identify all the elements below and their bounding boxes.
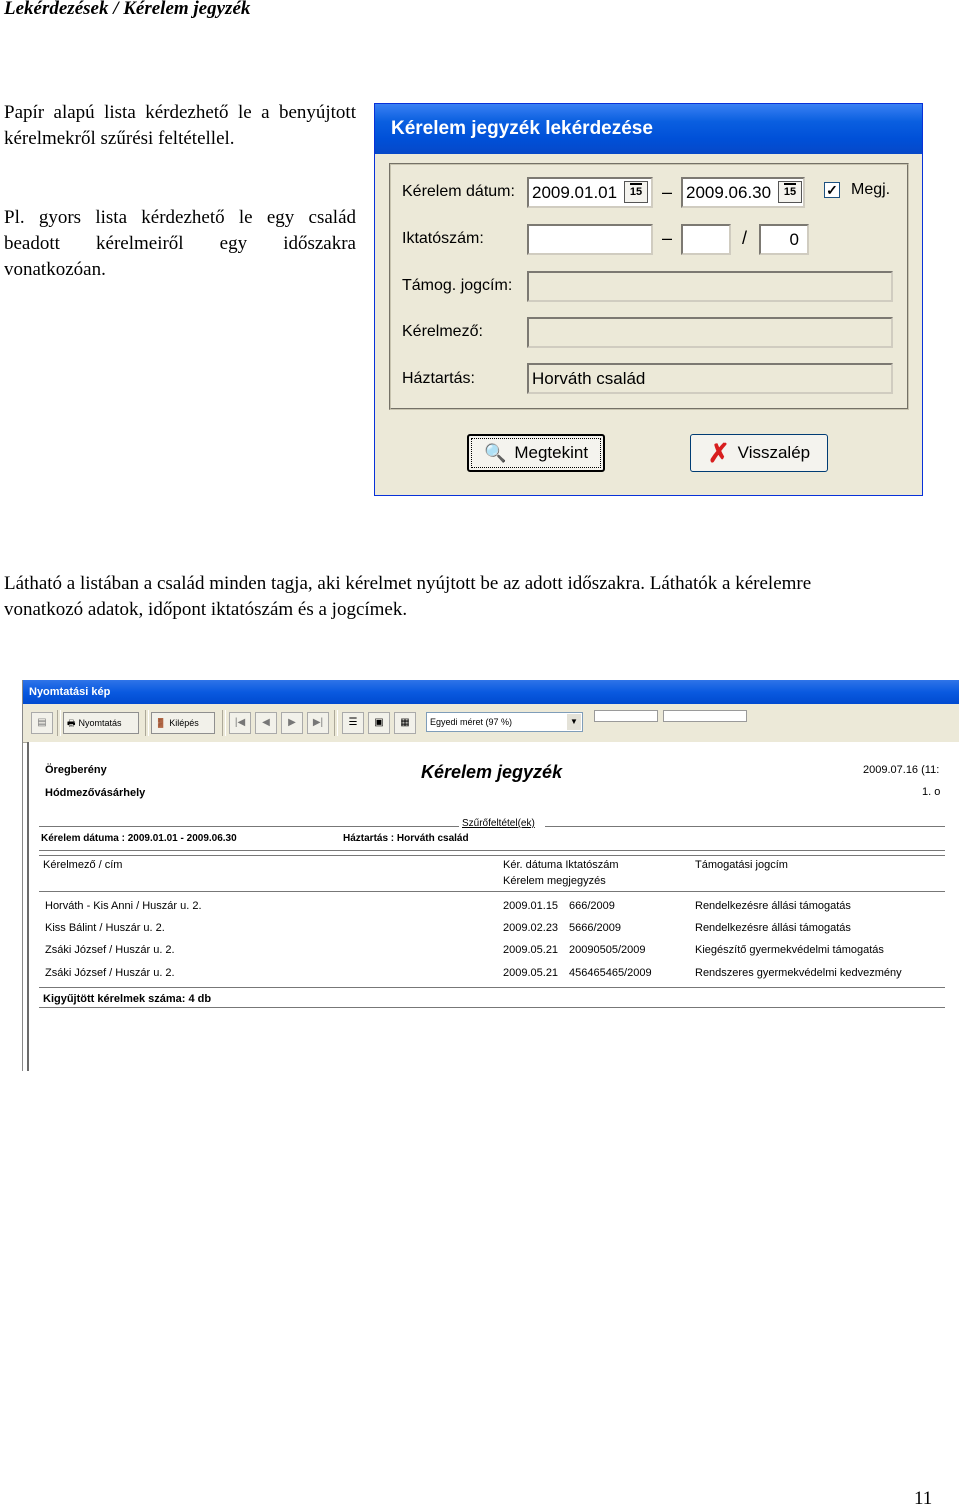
report-page	[27, 742, 959, 1071]
intro-paragraph-1: Papír alapú lista kérdezhető le a benyújtott kérelmekről szűrési feltétellel.	[4, 102, 356, 149]
view-button-label: Megtekint	[514, 443, 589, 462]
back-button-label: Visszalép	[737, 443, 811, 462]
org-name: Öregberény	[45, 764, 107, 776]
print-button-label: Nyomtatás	[78, 718, 122, 728]
note-checkbox[interactable]: ✓	[824, 182, 840, 198]
whole-page-icon[interactable]: ▣	[368, 712, 390, 734]
row-applicant: Zsáki József / Huszár u. 2.	[45, 967, 175, 979]
row-date: 2009.02.23	[503, 922, 559, 934]
preview-title: Nyomtatási kép	[23, 680, 959, 704]
zoom-value: Egyedi méret (97 %)	[430, 717, 513, 727]
query-dialog	[374, 103, 923, 496]
page-width-icon[interactable]: ☰	[342, 712, 364, 734]
toolbar-separator	[57, 710, 61, 736]
close-icon: ✗	[707, 438, 730, 468]
regno-from-input[interactable]	[527, 224, 653, 255]
filter-date: Kérelem dátuma : 2009.01.01 - 2009.06.30	[41, 833, 237, 844]
document-header: Lekérdezések / Kérelem jegyzék	[4, 0, 251, 19]
exit-icon: 🚪	[155, 718, 167, 728]
col-date-regno: Kér. dátuma Iktatószám	[503, 859, 619, 871]
calendar-icon[interactable]: 15	[624, 181, 648, 203]
date-from-input[interactable]: 2009.01.01	[527, 177, 653, 208]
org-city: Hódmezővásárhely	[45, 787, 146, 799]
row-regno: 20090505/2009	[569, 944, 646, 956]
preview-toolbar	[23, 704, 959, 743]
row-applicant: Kiss Bálint / Huszár u. 2.	[45, 922, 165, 934]
date-separator: –	[662, 182, 673, 202]
filter-heading: Szűrőfeltétel(ek)	[462, 818, 535, 829]
row-regno: 5666/2009	[569, 922, 621, 934]
progress-field	[594, 710, 658, 722]
pages-icon[interactable]: ▤	[31, 712, 53, 734]
row-legal: Rendszeres gyermekvédelmi kedvezmény	[695, 967, 902, 979]
glasses-icon: 🔍	[483, 442, 507, 463]
toolbar-separator	[145, 710, 149, 736]
page-number: 11	[914, 1488, 933, 1509]
exit-button-label: Kilépés	[169, 718, 199, 728]
divider	[39, 850, 945, 851]
row-applicant: Zsáki József / Huszár u. 2.	[45, 944, 175, 956]
household-input[interactable]: Horváth család	[527, 363, 893, 394]
status-field	[663, 710, 747, 722]
row-applicant: Horváth - Kis Anni / Huszár u. 2.	[45, 900, 202, 912]
report-page-number: 1. o	[922, 786, 941, 798]
row-legal: Kiegészítő gyermekvédelmi támogatás	[695, 944, 884, 956]
divider	[39, 1007, 945, 1008]
calendar-icon[interactable]: 15	[778, 181, 802, 203]
print-button[interactable]	[63, 712, 139, 734]
last-page-icon[interactable]: ▶|	[307, 712, 329, 734]
household-label: Háztartás:	[402, 370, 475, 387]
next-page-icon[interactable]: ▶	[281, 712, 303, 734]
report-title: Kérelem jegyzék	[421, 762, 563, 782]
date-label: Kérelem dátum:	[402, 183, 515, 200]
chevron-down-icon: ▼	[567, 714, 581, 730]
divider	[545, 826, 945, 827]
col-applicant: Kérelmező / cím	[43, 859, 123, 871]
row-legal: Rendelkezésre állási támogatás	[695, 922, 851, 934]
regno-slash: /	[742, 228, 748, 248]
divider	[39, 826, 459, 827]
dialog-title: Kérelem jegyzék lekérdezése	[375, 104, 922, 154]
report-datetime: 2009.07.16 (11:	[863, 764, 940, 776]
legal-label: Támog. jogcím:	[402, 277, 513, 294]
exit-button[interactable]	[151, 712, 215, 734]
regno-mid-input[interactable]	[681, 224, 731, 255]
applicant-input[interactable]	[527, 317, 893, 348]
filter-household: Háztartás : Horváth család	[343, 833, 469, 844]
toolbar-separator	[334, 710, 338, 736]
divider	[39, 891, 945, 892]
row-legal: Rendelkezésre állási támogatás	[695, 900, 851, 912]
row-date: 2009.05.21	[503, 944, 559, 956]
intro-paragraph-2: Pl. gyors lista kérdezhető le egy család beadott kérelmeiről egy időszakra vonatkozóan.	[4, 207, 356, 280]
first-page-icon[interactable]: |◀	[229, 712, 251, 734]
legal-input[interactable]	[527, 271, 893, 302]
zoom-100-icon[interactable]: ▦	[394, 712, 416, 734]
previous-page-icon[interactable]: ◀	[255, 712, 277, 734]
description-paragraph: Látható a listában a család minden tagja, aki kérelmet nyújtott be az adott időszakra. Láthatók a kérelemre vonatkozó adatok, időpont iktatószám és a jogcímek.	[4, 573, 812, 620]
printer-icon: 🖶	[67, 718, 76, 728]
applicant-label: Kérelmező:	[402, 323, 483, 340]
note-checkbox-label: Megj.	[851, 181, 891, 198]
row-regno: 456465465/2009	[569, 967, 652, 979]
row-regno: 666/2009	[569, 900, 615, 912]
row-date: 2009.05.21	[503, 967, 559, 979]
back-button[interactable]	[690, 434, 828, 472]
view-button[interactable]	[467, 434, 605, 472]
col-legal: Támogatási jogcím	[695, 859, 788, 871]
toolbar-separator	[222, 710, 226, 736]
col-note: Kérelem megjegyzés	[503, 875, 606, 887]
regno-label: Iktatószám:	[402, 230, 484, 247]
row-date: 2009.01.15	[503, 900, 559, 912]
print-preview-window	[22, 680, 959, 1071]
date-to-input[interactable]: 2009.06.30	[681, 177, 805, 208]
regno-separator: –	[662, 228, 673, 248]
total-count: Kigyűjtött kérelmek száma: 4 db	[43, 993, 212, 1005]
divider	[39, 987, 945, 988]
regno-year-input[interactable]: 0	[759, 224, 809, 255]
divider	[39, 855, 945, 856]
zoom-select[interactable]	[426, 712, 583, 732]
